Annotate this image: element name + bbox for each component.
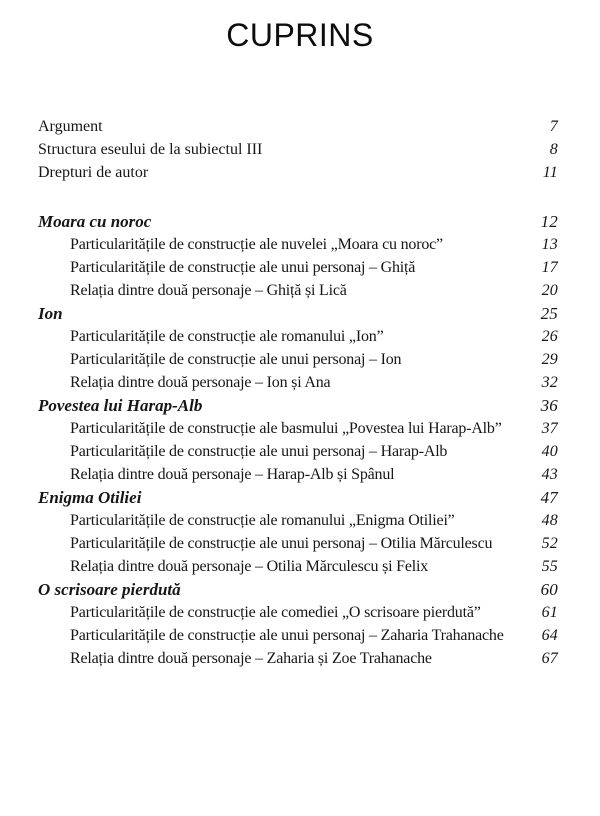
toc-entry <box>38 233 558 256</box>
toc-entry-page-number: 64 <box>541 627 558 645</box>
toc-entry-page-number: 37 <box>541 420 558 438</box>
toc-entry-page-number: 67 <box>541 650 558 668</box>
toc-section-title <box>38 394 558 417</box>
toc-entry <box>38 279 558 302</box>
toc-entry-page-number: 32 <box>541 374 558 392</box>
toc-entry-label: Particularitățile de construcție ale unui personaj – Harap-Alb <box>70 443 448 461</box>
toc-entry-label: Relația dintre două personaje – Ion și Ana <box>70 374 331 392</box>
toc-entry-page-number: 7 <box>549 118 558 136</box>
toc-entry-label: Particularitățile de construcție ale unui personaj – Ghiță <box>70 259 416 277</box>
toc-entry-label: Particularitățile de construcție ale unui personaj – Otilia Mărculescu <box>70 535 493 553</box>
toc-section-title-label: Ion <box>38 304 63 324</box>
toc-entry <box>38 624 558 647</box>
toc-section-title <box>38 578 558 601</box>
toc-section-title-page-number: 12 <box>540 212 558 232</box>
toc-entry-page-number: 48 <box>541 512 558 530</box>
toc-entry <box>38 509 558 532</box>
toc-entry-label: Particularitățile de construcție ale romanului „Ion” <box>70 328 384 346</box>
toc-entry <box>38 138 558 161</box>
toc-entry <box>38 601 558 624</box>
toc-entry <box>38 325 558 348</box>
toc-entry <box>38 440 558 463</box>
toc-section-title <box>38 210 558 233</box>
toc-entry <box>38 256 558 279</box>
toc-section-title-page-number: 25 <box>540 304 558 324</box>
toc-section-title-page-number: 47 <box>540 488 558 508</box>
toc-entry <box>38 161 558 184</box>
toc-section-title-label: Povestea lui Harap-Alb <box>38 396 203 416</box>
page-title: CUPRINS <box>226 17 374 53</box>
toc-entry <box>38 115 558 138</box>
toc-entry-page-number: 29 <box>541 351 558 369</box>
toc-entry-label: Structura eseului de la subiectul III <box>38 141 263 159</box>
toc-entry-page-number: 52 <box>541 535 558 553</box>
toc-entry <box>38 532 558 555</box>
toc-section-gap <box>38 184 558 210</box>
toc-entry-page-number: 55 <box>541 558 558 576</box>
toc-entry-page-number: 20 <box>541 282 558 300</box>
toc-entry-label: Drepturi de autor <box>38 164 149 182</box>
toc-section-title-label: Moara cu noroc <box>38 212 152 232</box>
toc-section-title-label: Enigma Otiliei <box>38 488 142 508</box>
toc-entry-page-number: 61 <box>541 604 558 622</box>
toc-entry-label: Particularitățile de construcție ale unui personaj – Ion <box>70 351 402 369</box>
toc-entry-page-number: 43 <box>541 466 558 484</box>
toc-entry-page-number: 13 <box>541 236 558 254</box>
toc-entry <box>38 348 558 371</box>
toc-entry <box>38 371 558 394</box>
toc-entry-label: Particularitățile de construcție ale comediei „O scrisoare pierdută” <box>70 604 481 622</box>
toc-entry <box>38 555 558 578</box>
toc-page <box>0 16 600 816</box>
toc-entry <box>38 647 558 670</box>
toc-entry <box>38 463 558 486</box>
toc-entry-label: Particularitățile de construcție ale romanului „Enigma Otiliei” <box>70 512 455 530</box>
toc-section-title <box>38 302 558 325</box>
toc-entry-label: Particularitățile de construcție ale basmului „Povestea lui Harap-Alb” <box>70 420 502 438</box>
toc-entry-label: Relația dintre două personaje – Harap-Alb și Spânul <box>70 466 395 484</box>
toc-entry-page-number: 11 <box>542 164 558 182</box>
toc-entry-label: Relația dintre două personaje – Zaharia și Zoe Trahanache <box>70 650 432 668</box>
toc-entry-label: Relația dintre două personaje – Otilia Mărculescu și Felix <box>70 558 429 576</box>
toc-section-title-page-number: 60 <box>540 580 558 600</box>
toc-section-title-page-number: 36 <box>540 396 558 416</box>
toc-section-title-label: O scrisoare pierdută <box>38 580 181 600</box>
toc-list <box>0 115 600 670</box>
toc-section-title <box>38 486 558 509</box>
toc-entry-page-number: 8 <box>549 141 558 159</box>
toc-entry-page-number: 40 <box>541 443 558 461</box>
toc-entry-label: Argument <box>38 118 103 136</box>
toc-entry <box>38 417 558 440</box>
toc-entry-label: Relația dintre două personaje – Ghiță și Lică <box>70 282 347 300</box>
toc-entry-label: Particularitățile de construcție ale unui personaj – Zaharia Trahanache <box>70 627 504 645</box>
toc-entry-label: Particularitățile de construcție ale nuvelei „Moara cu noroc” <box>70 236 443 254</box>
toc-entry-page-number: 26 <box>541 328 558 346</box>
toc-entry-page-number: 17 <box>541 259 558 277</box>
